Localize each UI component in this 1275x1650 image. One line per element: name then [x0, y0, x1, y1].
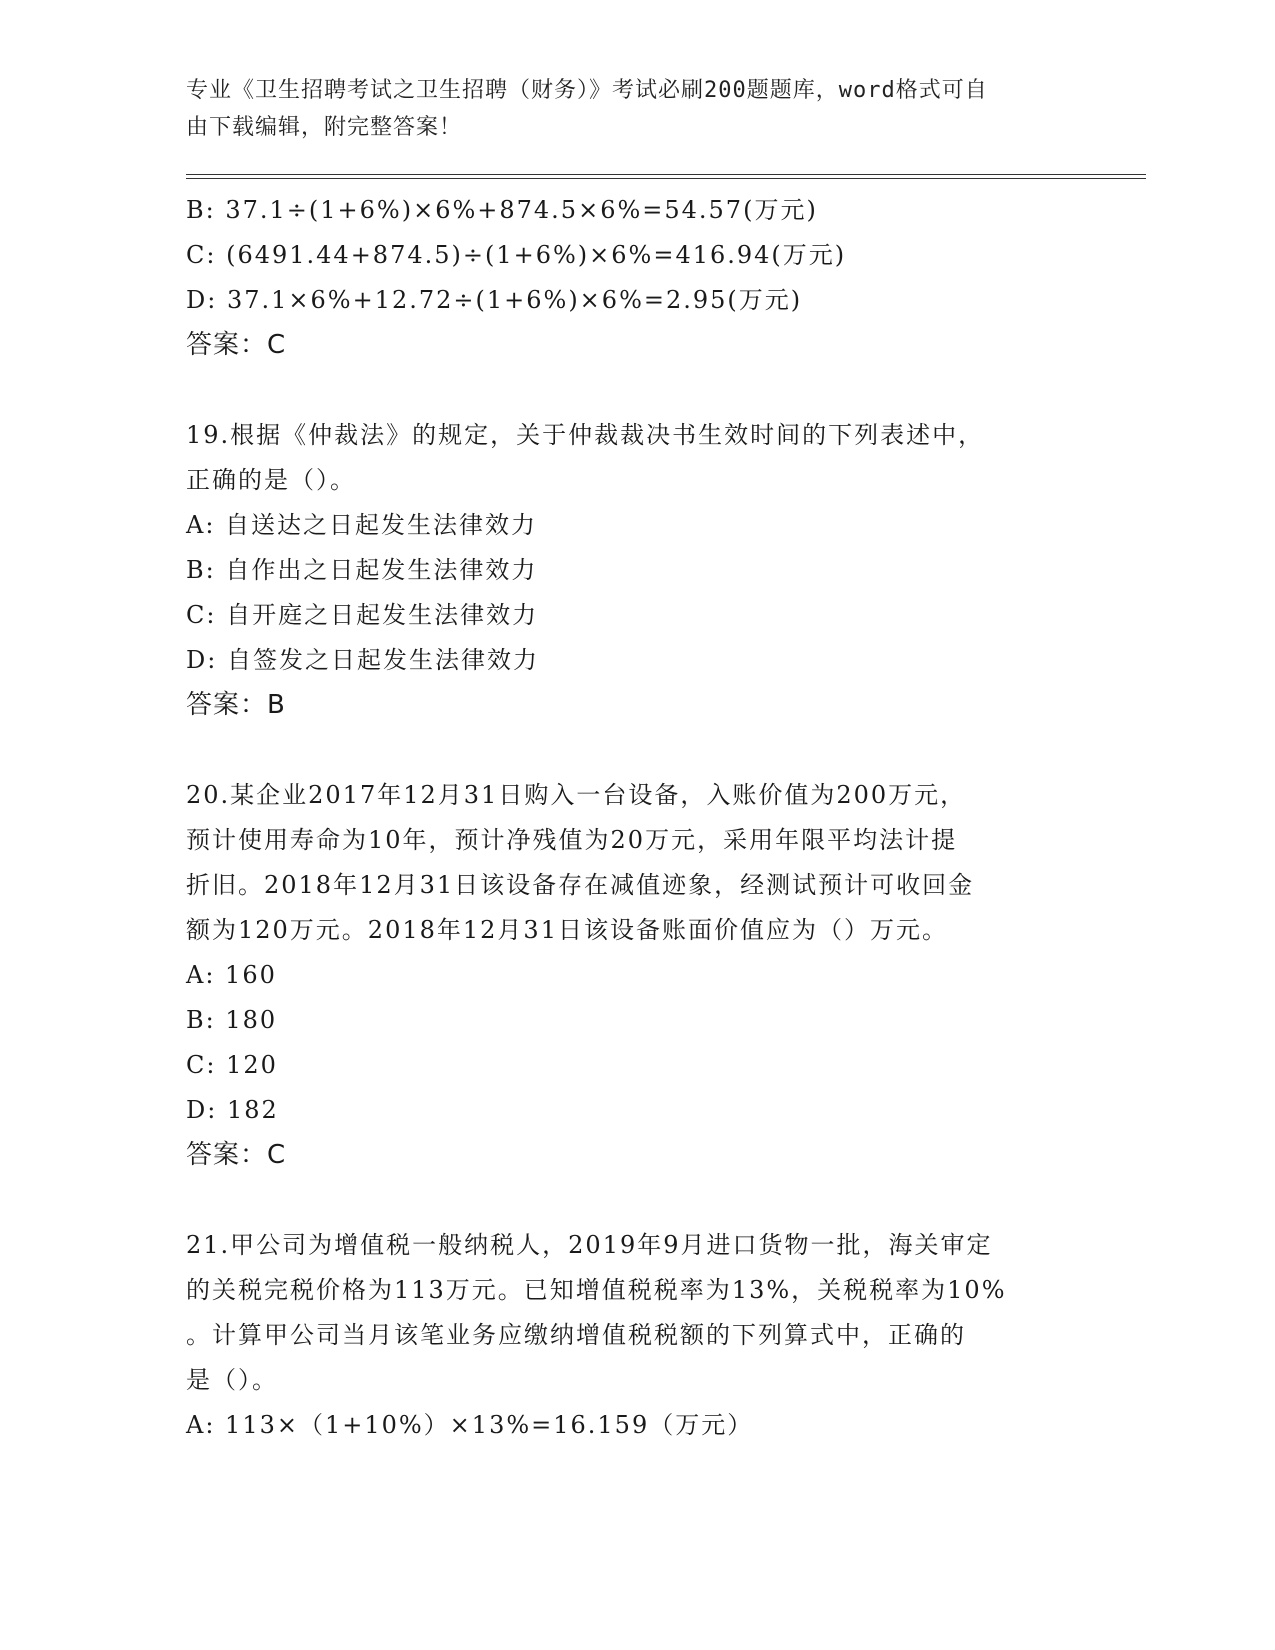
q21-option-a: A: 113×（1+10%）×13%=16.159（万元） [186, 1411, 754, 1439]
q20-stem-line-1: 20.某企业2017年12月31日购入一台设备，入账价值为200万元， [186, 781, 967, 809]
q20-stem-line-3: 折旧。2018年12月31日该设备存在减值迹象，经测试预计可收回金 [186, 871, 975, 899]
q21-stem-line-4: 是（）。 [186, 1366, 278, 1394]
q18-option-b: B: 37.1÷(1+6%)×6%+874.5×6%=54.57(万元) [186, 196, 818, 224]
q20-option-d: D: 182 [186, 1096, 279, 1124]
q19-answer: 答案：B [186, 690, 286, 720]
spacer [186, 1178, 1086, 1223]
question-19 [186, 413, 1086, 728]
header-title-line-1: 专业《卫生招聘考试之卫生招聘（财务）》考试必刷200题题库，word格式可自 [186, 78, 988, 103]
header-title-line-2: 由下载编辑，附完整答案！ [186, 115, 463, 140]
q19-option-b: B: 自作出之日起发生法律效力 [186, 556, 538, 584]
spacer [186, 728, 1086, 773]
q21-stem-line-3: 。计算甲公司当月该笔业务应缴纳增值税税额的下列算式中，正确的 [186, 1321, 966, 1349]
header-divider [186, 174, 1146, 179]
q21-stem-line-1: 21.甲公司为增值税一般纳税人，2019年9月进口货物一批，海关审定 [186, 1231, 993, 1259]
question-21 [186, 1223, 1086, 1448]
q20-option-c: C: 120 [186, 1051, 278, 1079]
spacer [186, 368, 1086, 413]
document-body [186, 188, 1086, 1448]
question-18 [186, 188, 1086, 368]
q20-option-b: B: 180 [186, 1006, 278, 1034]
q20-stem-line-2: 预计使用寿命为10年，预计净残值为20万元，采用年限平均法计提 [186, 826, 958, 854]
document-header [186, 72, 1086, 146]
q19-option-d: D: 自签发之日起发生法律效力 [186, 646, 539, 674]
q18-answer: 答案：C [186, 330, 287, 360]
question-20 [186, 773, 1086, 1178]
q18-option-c: C: (6491.44+874.5)÷(1+6%)×6%=416.94(万元) [186, 241, 847, 269]
q19-option-c: C: 自开庭之日起发生法律效力 [186, 601, 539, 629]
q20-stem-line-4: 额为120万元。2018年12月31日该设备账面价值应为（）万元。 [186, 916, 948, 944]
q18-option-d: D: 37.1×6%+12.72÷(1+6%)×6%=2.95(万元) [186, 286, 803, 314]
q19-stem-line-1: 19.根据《仲裁法》的规定，关于仲裁裁决书生效时间的下列表述中， [186, 421, 985, 449]
q19-option-a: A: 自送达之日起发生法律效力 [186, 511, 538, 539]
q21-stem-line-2: 的关税完税价格为113万元。已知增值税税率为13%，关税税率为10% [186, 1276, 1007, 1304]
q20-answer: 答案：C [186, 1140, 287, 1170]
q20-option-a: A: 160 [186, 961, 277, 989]
q19-stem-line-2: 正确的是（）。 [186, 466, 356, 494]
